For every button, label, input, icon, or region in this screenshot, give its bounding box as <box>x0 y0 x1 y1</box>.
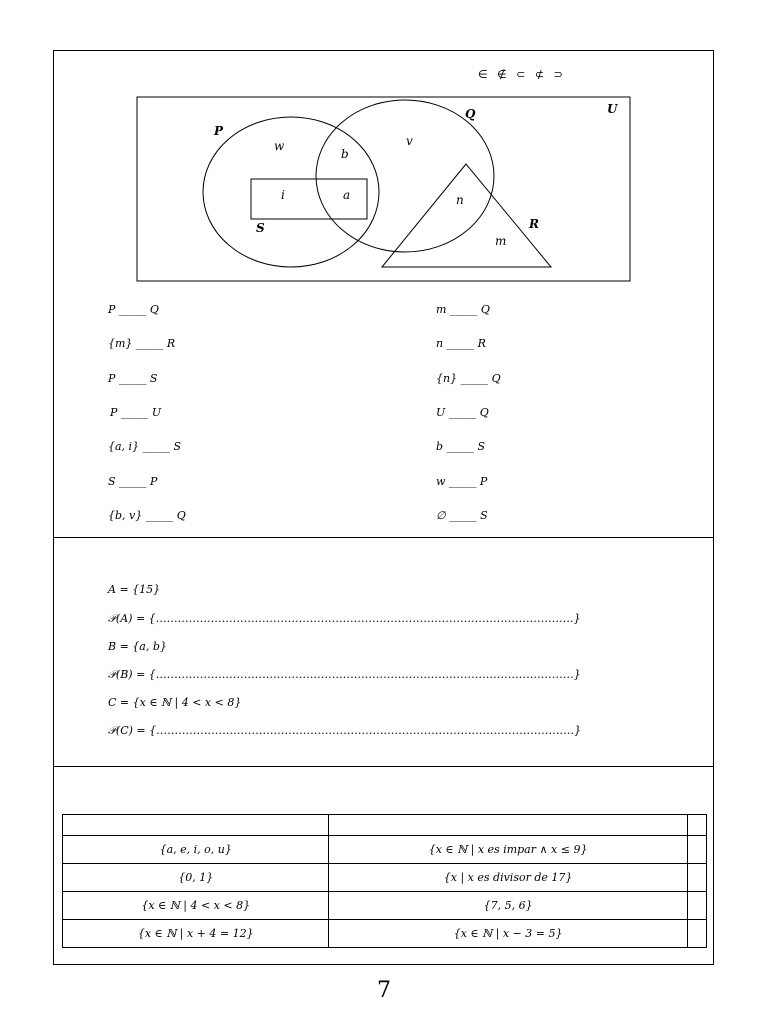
table-cell: {a, e, i, o, u} <box>63 836 329 864</box>
element-b: b <box>341 147 349 161</box>
element-w: w <box>274 139 285 153</box>
relation-right-4: U _____ Q <box>436 406 489 419</box>
table-row <box>63 836 707 864</box>
relation-left-1: P _____ Q <box>108 303 159 316</box>
relation-right-3: {n} _____ Q <box>436 372 501 385</box>
venn-diagram <box>0 0 768 300</box>
table-cell: {x ∈ ℕ | 4 < x < 8} <box>63 892 329 920</box>
table-cell: {x | x es divisor de 17} <box>329 864 687 892</box>
relation-left-5: {a, i} _____ S <box>108 440 182 453</box>
section-divider <box>53 766 714 767</box>
table-header-cell <box>329 815 687 836</box>
relation-left-3: P _____ S <box>108 372 158 385</box>
relation-right-5: b _____ S <box>436 440 486 453</box>
table-answer-cell[interactable] <box>687 864 706 892</box>
table-header-cell <box>687 815 706 836</box>
table-answer-cell[interactable] <box>687 920 706 948</box>
relation-left-6: S _____ P <box>108 475 158 488</box>
relation-left-4: P _____ U <box>110 406 162 419</box>
relation-right-2: n _____ R <box>436 337 486 350</box>
element-m: m <box>495 234 507 248</box>
element-v: v <box>406 134 413 148</box>
relation-right-6: w _____ P <box>436 475 488 488</box>
section-divider <box>53 537 714 538</box>
table-header-cell <box>63 815 329 836</box>
label-s: S <box>256 221 265 235</box>
universe-rectangle <box>137 97 630 281</box>
table-cell: {x ∈ ℕ | x + 4 = 12} <box>63 920 329 948</box>
table-cell: {x ∈ ℕ | x − 3 = 5} <box>329 920 687 948</box>
symbol-bank: ∈ ∉ ⊂ ⊄ ⊃ <box>478 68 566 81</box>
element-a: a <box>343 188 351 202</box>
relation-right-7: ∅ _____ S <box>436 509 488 522</box>
table-row <box>63 892 707 920</box>
table-cell: {0, 1} <box>63 864 329 892</box>
label-q: Q <box>465 107 476 121</box>
page-number: 7 <box>377 978 391 1003</box>
relation-left-2: {m} _____ R <box>108 337 176 350</box>
element-i: i <box>281 188 285 202</box>
relation-right-1: m _____ Q <box>436 303 490 316</box>
table-cell: {x ∈ ℕ | x es impar ∧ x ≤ 9} <box>329 836 687 864</box>
table-row <box>63 864 707 892</box>
power-set-c-line: 𝒫(C) = {……………………………………………………………………………………………………} <box>108 724 582 737</box>
element-n: n <box>456 193 464 207</box>
set-q-circle <box>316 100 494 252</box>
label-u: U <box>607 102 618 116</box>
set-c-definition: C = {x ∈ ℕ | 4 < x < 8} <box>108 696 242 709</box>
table-header-row <box>63 815 707 836</box>
table-answer-cell[interactable] <box>687 892 706 920</box>
set-a-definition: A = {15} <box>108 583 161 596</box>
table-row <box>63 920 707 948</box>
power-set-b-line: 𝒫(B) = {……………………………………………………………………………………………………} <box>108 668 581 681</box>
label-p: P <box>214 124 224 138</box>
table-cell: {7, 5, 6} <box>329 892 687 920</box>
label-r: R <box>529 217 539 231</box>
set-comparison-table <box>62 814 707 948</box>
set-b-definition: B = {a, b} <box>108 640 167 653</box>
set-p-circle <box>203 117 379 267</box>
power-set-a-line: 𝒫(A) = {……………………………………………………………………………………………………} <box>108 612 581 625</box>
table-answer-cell[interactable] <box>687 836 706 864</box>
relation-left-7: {b, v} _____ Q <box>108 509 186 522</box>
